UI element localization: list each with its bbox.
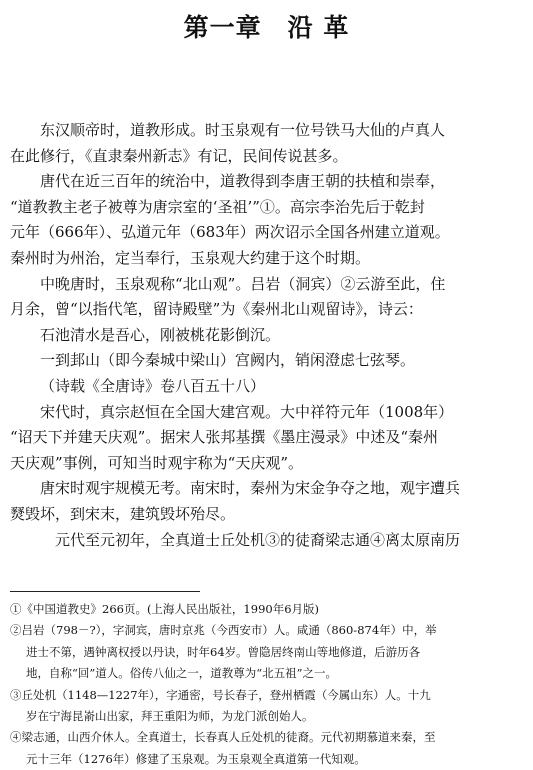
body-line: “道教教主老子被尊为唐宗室的‘圣祖’”①。高宗李治先后于乾封	[10, 197, 425, 216]
footnote-line: ②吕岩（798－?），字洞宾，唐时京兆（今西安市）人。咸通（860-874年）中，举	[10, 623, 437, 638]
body-line: 唐宋时观宇规模无考。南宋时，秦州为宋金争夺之地，观宇遭兵	[40, 479, 461, 498]
body-line: 秦州时为州治，定当奉行，玉泉观大约建于这个时期。	[10, 248, 371, 267]
footnote-line: ③丘处机（1148—1227年），字通密，号长春子，登州栖霞（今属山东）人。十九	[10, 687, 431, 702]
main-text	[10, 118, 523, 553]
body-line: 元代至元初年，全真道士丘处机③的徒裔梁志通④离太原南历	[55, 530, 461, 549]
body-line: 东汉顺帝时，道教形成。时玉泉观有一位号铁马大仙的卢真人	[40, 121, 446, 139]
body-line: 燹毁坏，到宋末，建筑毁坏殆尽。	[10, 504, 236, 523]
body-line: 中晚唐时，玉泉观称“北山观”。吕岩（洞宾）②云游至此，住	[40, 274, 446, 293]
body-line: 元年（666年）、弘道元年（683年）两次诏示全国各州建立道观。	[10, 223, 450, 242]
footnote-line: 元十三年（1276年）修建了玉泉观。为玉泉观全真道第一代知观。	[26, 751, 366, 766]
footnotes	[10, 599, 525, 770]
body-line: 一到邽山（即今秦城中梁山）宫阙内，销闲澄虑七弦琴。	[40, 351, 416, 370]
body-line: 月余，曾“以指代笔，留诗殿壁”为《秦州北山观留诗》，诗云：	[10, 300, 423, 319]
footnote-line: 地，自称“回”道人。俗传八仙之一，道教尊为“北五祖”之一。	[26, 666, 338, 681]
footnote-line: 岁在宁海昆嵛山出家，拜王重阳为师，为龙门派创始人。	[26, 708, 314, 723]
footnote-divider	[10, 591, 200, 592]
body-line: 天庆观”事例，可知当时观宇称为“天庆观”。	[10, 453, 304, 472]
body-line: “诏天下并建天庆观”。据宋人张邦基撰《墨庄漫录》中述及“秦州	[10, 428, 439, 447]
footnote-line: 进士不第，遇钟离权授以丹诀，时年64岁。曾隐居终南山等地修道，后游历各	[26, 644, 421, 659]
body-line: 唐代在近三百年的统治中，道教得到李唐王朝的扶植和崇奉，	[40, 172, 446, 191]
body-line: 石池清水是吾心，刚被桃花影倒沉。	[40, 325, 281, 344]
footnote-line: ①《中国道教史》266页。(上海人民出版社，1990年6月版)	[10, 602, 320, 616]
body-line: （诗载《全唐诗》卷八百五十八）	[40, 376, 266, 395]
body-line: 宋代时，真宗赵恒在全国大建宫观。大中祥符元年（1008年）	[40, 402, 454, 421]
chapter-title: 第一章 沿 革	[183, 13, 350, 42]
body-line: 在此修行，《直隶秦州新志》有记，民间传说甚多。	[10, 146, 348, 165]
footnote-line: ④梁志通，山西介休人。全真道士，长春真人丘处机的徒裔。元代初期慕道来秦，至	[10, 730, 436, 745]
